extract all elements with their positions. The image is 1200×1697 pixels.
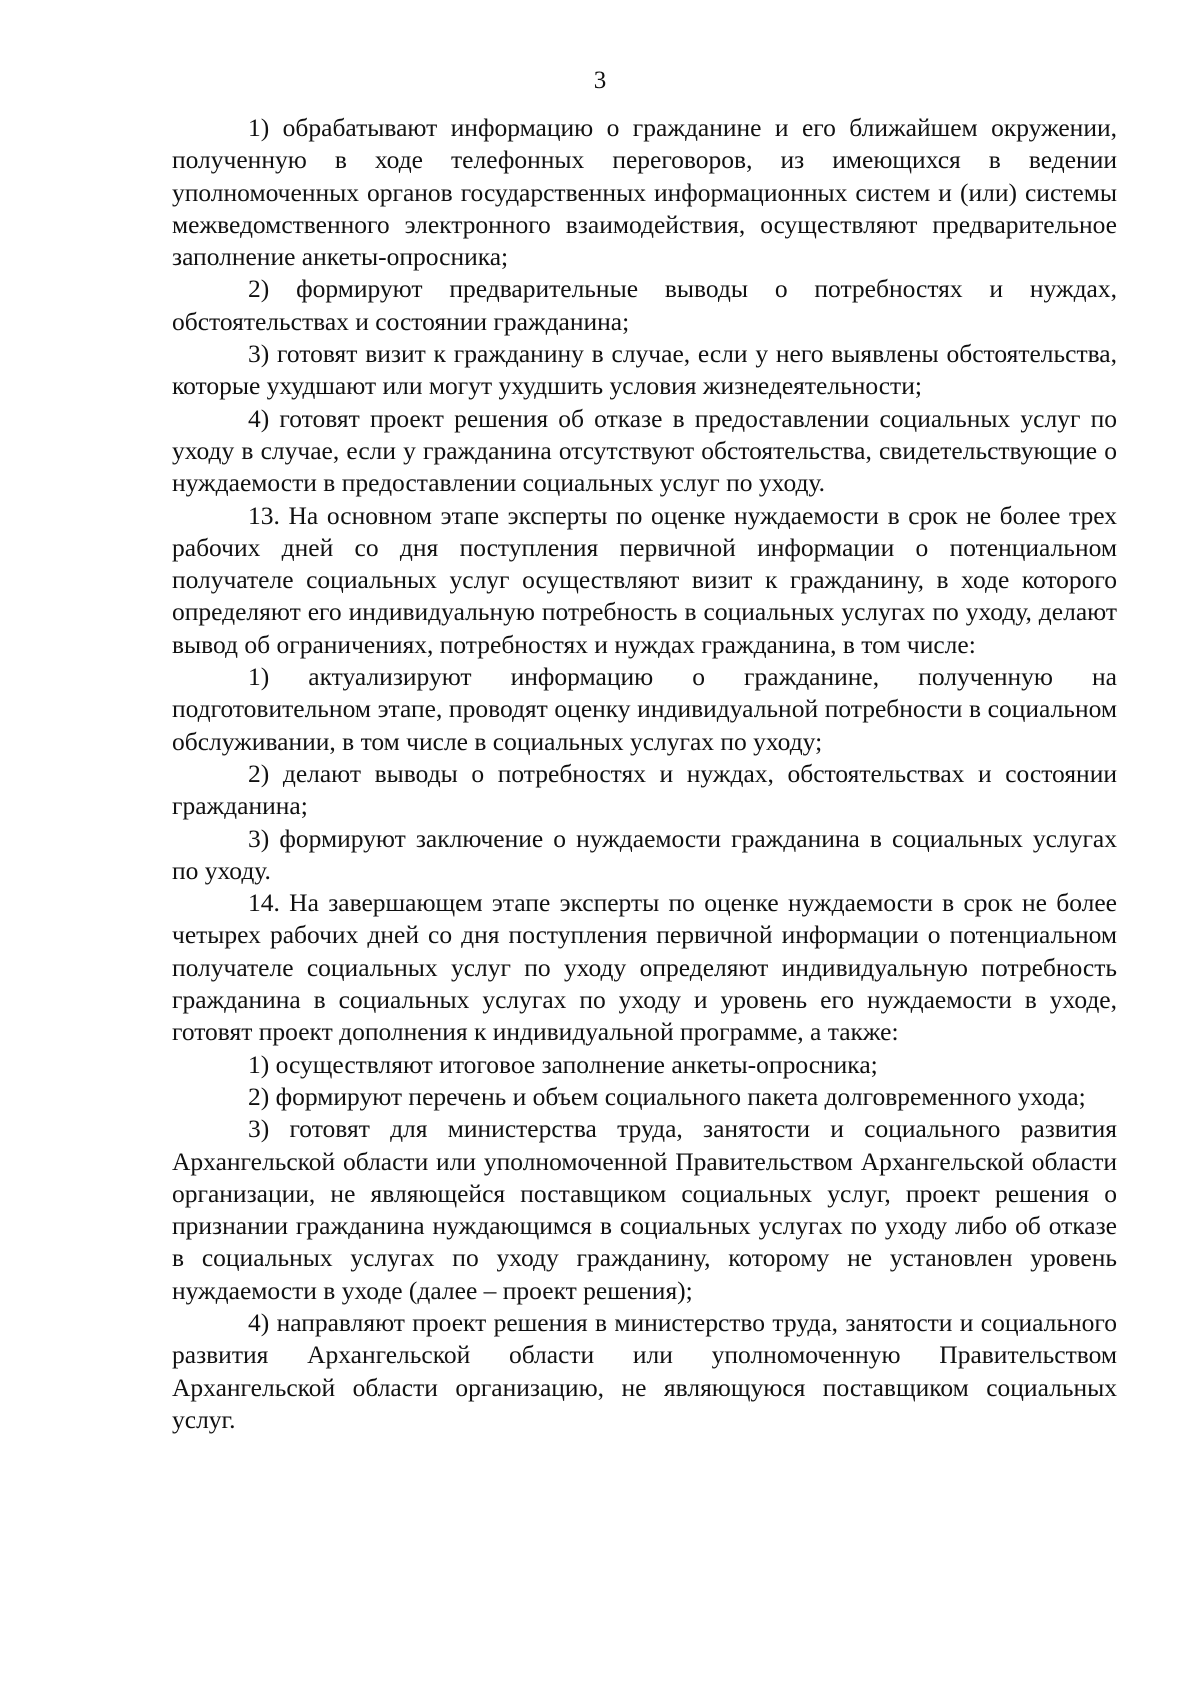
paragraph-item-3: 3) готовят визит к гражданину в случае, если у него выявлены обстоятельства, которые ухудшают или могут ухудшить условия жизнедеятельности; bbox=[172, 339, 1117, 401]
paragraph-item-1: 1) обрабатывают информацию о гражданине и его ближайшем окружении, полученную в ходе телефонных переговоров, из имеющихся в ведении уполномоченных органов государственных информационных систем и (или) системы межведомственного электронного взаимодействия, осуществляют предварительное заполнение анкеты-опросника; bbox=[172, 113, 1117, 272]
document-body bbox=[172, 112, 1117, 1436]
paragraph-item-13-2: 2) делают выводы о потребностях и нуждах, обстоятельствах и состоянии гражданина; bbox=[172, 758, 1117, 821]
paragraph-item-13-1: 1) актуализируют информацию о гражданине, полученную на подготовительном этапе, проводят оценку индивидуальной потребности в социальном обслуживании, в том числе в социальных услугах по уходу; bbox=[172, 662, 1117, 756]
paragraph-item-2: 2) формируют предварительные выводы о потребностях и нуждах, обстоятельствах и состоянии гражданина; bbox=[172, 274, 1117, 336]
paragraph-item-14-3: 3) готовят для министерства труда, занятости и социального развития Архангельской области или уполномоченной Правительством Архангельской области организации, не являющейся поставщиком социальных услуг, проект решения о признании гражданина нуждающимся в социальных услугах по уходу либо об отказе в социальных услугах по уходу гражданину, которому не установлен уровень нуждаемости в уходе (далее – проект решения); bbox=[172, 1114, 1117, 1305]
paragraph-section-13: 13. На основном этапе эксперты по оценке нуждаемости в срок не более трех рабочих дней со дня поступления первичной информации о потенциальном получателе социальных услуг осуществляют визит к гражданину, в ходе которого определяют его индивидуальную потребность в социальных услугах по уходу, делают вывод об ограничениях, потребностях и нуждах гражданина, в том числе: bbox=[172, 500, 1117, 659]
paragraph-item-14-4: 4) направляют проект решения в министерство труда, занятости и социального развития Архангельской области или уполномоченную Правительством Архангельской области организацию, не являющуюся поставщиком социальных услуг. bbox=[172, 1307, 1117, 1434]
paragraph-item-14-1: 1) осуществляют итоговое заполнение анкеты-опросника; bbox=[248, 1049, 878, 1079]
paragraph-section-14: 14. На завершающем этапе эксперты по оценке нуждаемости в срок не более четырех рабочих дней со дня поступления первичной информации о потенциальном получателе социальных услуг по уходу определяют индивидуальную потребность гражданина в социальных услугах по уходу и уровень его нуждаемости в уходе, готовят проект дополнения к индивидуальной программе, а также: bbox=[172, 888, 1117, 1047]
paragraph-item-13-3: 3) формируют заключение о нуждаемости гражданина в социальных услугах по уходу. bbox=[172, 823, 1117, 885]
paragraph-item-4: 4) готовят проект решения об отказе в предоставлении социальных услуг по уходу в случае, если у гражданина отсутствуют обстоятельства, свидетельствующие о нуждаемости в предоставлении социальных услуг по уходу. bbox=[172, 403, 1117, 498]
page-number: 3 bbox=[593, 67, 607, 94]
paragraph-item-14-2: 2) формируют перечень и объем социального пакета долговременного ухода; bbox=[248, 1081, 1086, 1111]
